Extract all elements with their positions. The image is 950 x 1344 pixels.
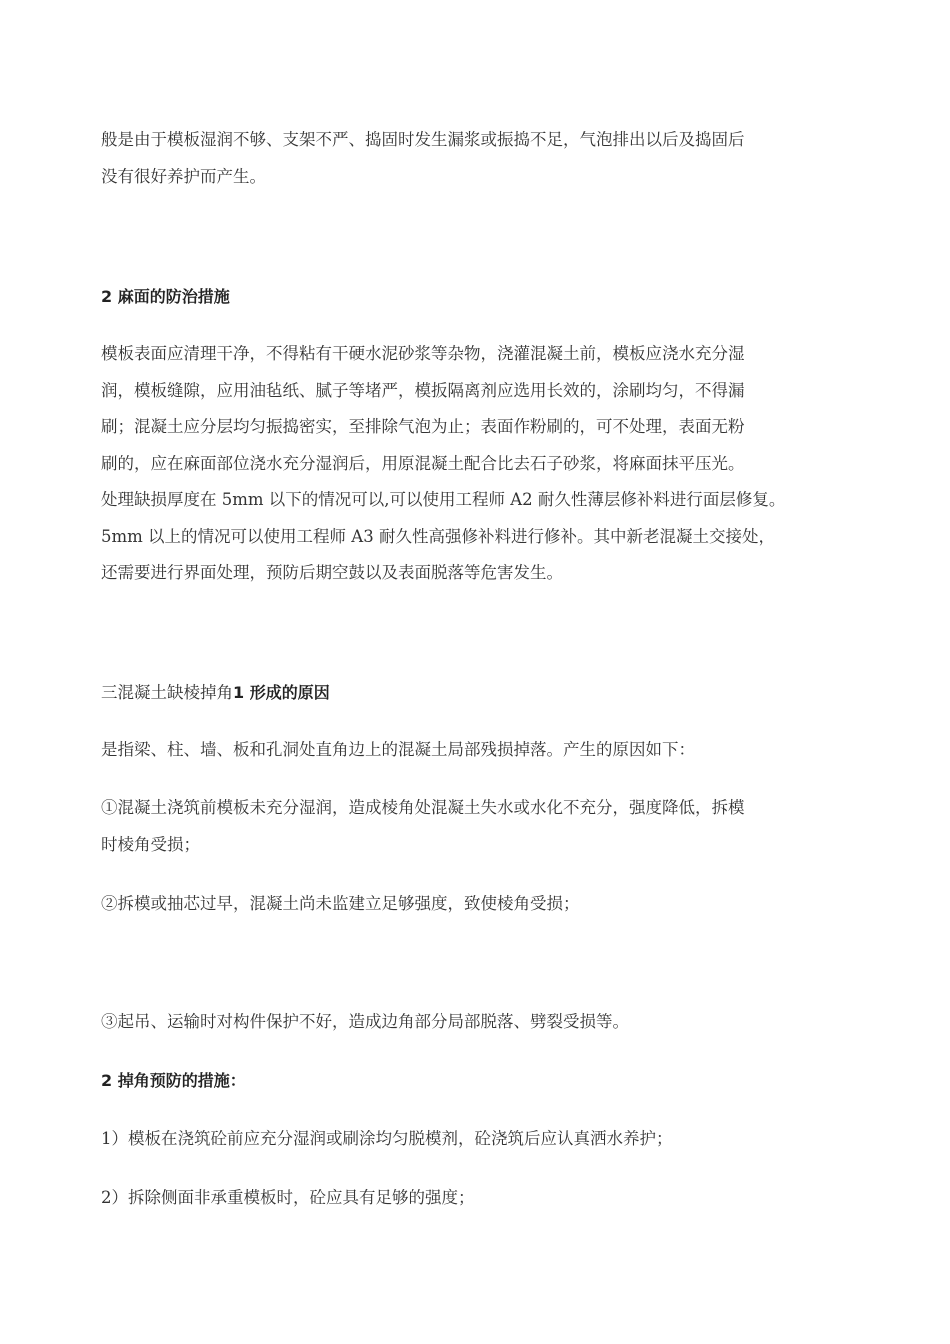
section-heading-mixed [101, 675, 861, 712]
cause-item-2: ②拆模或抽芯过早，混凝土尚未监建立足够强度，致使棱角受损； [101, 894, 580, 913]
subsection-heading: 2 掉角预防的措施： [101, 1071, 246, 1090]
intro-paragraph [101, 122, 861, 195]
paragraph-line: 般是由于模板湿润不够、支架不严、捣固时发生漏浆或振捣不足，气泡排出以后及捣固后 [101, 130, 745, 149]
measure-item-1: 1）模板在浇筑砼前应充分湿润或刷涂均匀脱模剂，砼浇筑后应认真洒水养护； [101, 1129, 673, 1148]
cause-item-3: ③起吊、运输时对构件保护不好，造成边角部分局部脱落、劈裂受损等。 [101, 1012, 629, 1031]
cause-item-1 [101, 790, 861, 863]
paragraph-line: ①混凝土浇筑前模板未充分湿润，造成棱角处混凝土失水或水化不充分，强度降低，拆模 [101, 798, 745, 817]
paragraph-line: 刷的，应在麻面部位浇水充分湿润后，用原混凝土配合比去石子砂浆，将麻面抹平压光。 [101, 453, 745, 473]
paragraph-line: 没有很好养护而产生。 [101, 166, 266, 186]
subsection-heading: 1 形成的原因 [233, 683, 330, 702]
paragraph-line: 5mm 以上的情况可以使用工程师 A3 耐久性高强修补料进行修补。其中新老混凝土交接处， [101, 526, 775, 546]
prevention-paragraph [101, 336, 861, 592]
paragraph-line: 还需要进行界面处理，预防后期空鼓以及表面脱落等危害发生。 [101, 563, 563, 582]
section-intro-paragraph: 是指梁、柱、墙、板和孔洞处直角边上的混凝土局部残损掉落。产生的原因如下： [101, 740, 695, 759]
section-heading: 2 麻面的防治措施 [101, 287, 230, 306]
paragraph-line: 刷；混凝土应分层均匀振捣密实，至排除气泡为止；表面作粉刷的，可不处理，表面无粉 [101, 417, 745, 436]
paragraph-line: 模板表面应清理干净，不得粘有干硬水泥砂浆等杂物，浇灌混凝土前，模板应浇水充分湿 [101, 344, 745, 363]
paragraph-line: 处理缺损厚度在 5mm 以下的情况可以,可以使用工程师 A2 耐久性薄层修补料进行面层修复。 [101, 490, 786, 509]
measure-item-2: 2）拆除侧面非承重模板时，砼应具有足够的强度； [101, 1188, 475, 1207]
paragraph-line: 时棱角受损； [101, 834, 200, 854]
paragraph-line: 润，模板缝隙，应用油毡纸、腻子等堵严，模扳隔离剂应选用长效的，涂刷均匀，不得漏 [101, 380, 745, 400]
section-title: 三混凝土缺棱掉角 [101, 683, 233, 702]
